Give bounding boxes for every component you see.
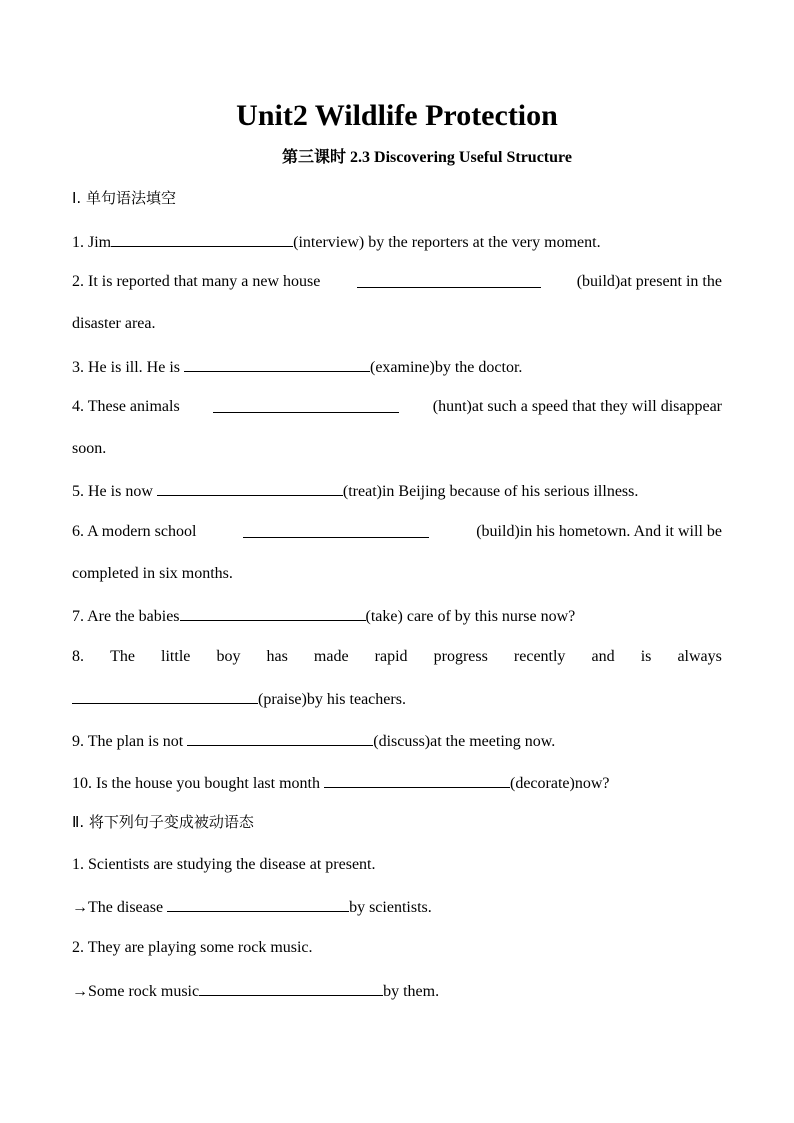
answer-blank-7[interactable] [180, 603, 366, 621]
answer-blank-10[interactable] [324, 770, 510, 788]
question-5-suffix: (treat)in Beijing because of his serious illness. [342, 483, 639, 500]
question-4-continuation: soon. [72, 440, 107, 457]
question-10-suffix: (decorate)now? [509, 775, 610, 792]
answer-blank-5[interactable] [157, 478, 343, 496]
question-8-suffix: (praise)by his teachers. [258, 691, 406, 708]
passive-blank-2[interactable] [199, 978, 383, 996]
question-1 [72, 229, 722, 255]
answer-blank-6[interactable] [243, 520, 429, 538]
question-4-suffix: (hunt)at such a speed that they will disappear [432, 398, 722, 415]
passive-answer-1 [72, 894, 722, 920]
question-3-suffix: (examine)by the doctor. [370, 359, 523, 376]
question-8-word: recently [513, 648, 566, 665]
question-6 [72, 520, 722, 544]
answer-blank-3[interactable] [184, 354, 370, 372]
question-7 [72, 603, 722, 629]
passive-question-1: 1. Scientists are studying the disease at present. [72, 856, 376, 873]
question-4 [72, 395, 722, 419]
question-2-prefix: 2. It is reported that many a new house [72, 273, 321, 290]
passive-blank-1[interactable] [167, 894, 349, 912]
answer-blank-4[interactable] [213, 395, 399, 413]
question-8-continuation [72, 686, 722, 712]
question-8-word: little [161, 648, 191, 665]
question-6-prefix: 6. A modern school [72, 523, 197, 540]
question-8-word: 8. [72, 648, 84, 665]
question-8-word: The [110, 648, 135, 665]
answer-blank-1[interactable] [111, 229, 293, 247]
question-9 [72, 728, 722, 754]
question-8-word: has [266, 648, 288, 665]
question-1-suffix: (interview) by the reporters at the very moment. [293, 234, 601, 251]
answer-blank-2[interactable] [357, 270, 541, 288]
question-5-prefix: 5. He is now [72, 483, 157, 500]
question-10 [72, 770, 722, 796]
passive-answer-2 [72, 978, 722, 1004]
question-9-prefix: 9. The plan is not [72, 733, 188, 750]
question-8-word: always [677, 648, 722, 665]
question-8-word: boy [216, 648, 241, 665]
lesson-subtitle: 第三课时 2.3 Discovering Useful Structure [282, 149, 572, 166]
passive-answer-1-suffix: by scientists. [349, 899, 432, 916]
question-6-suffix: (build)in his hometown. And it will be [476, 523, 722, 540]
question-2-continuation: disaster area. [72, 315, 156, 332]
question-4-prefix: 4. These animals [72, 398, 180, 415]
question-7-prefix: 7. Are the babies [72, 608, 180, 625]
question-8-word: rapid [374, 648, 408, 665]
question-8-word: and [591, 648, 615, 665]
question-8-word: progress [433, 648, 488, 665]
question-10-prefix: 10. Is the house you bought last month [72, 775, 324, 792]
passive-question-2: 2. They are playing some rock music. [72, 939, 313, 956]
answer-blank-8[interactable] [72, 686, 258, 704]
section-heading-grammar-fill: Ⅰ. 单句语法填空 [72, 189, 176, 207]
question-6-continuation: completed in six months. [72, 565, 233, 582]
question-5 [72, 478, 722, 504]
question-3 [72, 354, 722, 380]
passive-answer-2-prefix: →Some rock music [72, 983, 200, 1000]
question-7-suffix: (take) care of by this nurse now? [365, 608, 576, 625]
answer-blank-9[interactable] [187, 728, 373, 746]
section-heading-passive-voice: Ⅱ. 将下列句子变成被动语态 [72, 813, 254, 831]
question-8-word: is [640, 648, 652, 665]
question-8-word: made [313, 648, 349, 665]
question-2 [72, 270, 722, 294]
question-3-prefix: 3. He is ill. He is [72, 359, 184, 376]
question-2-suffix: (build)at present in the [576, 273, 722, 290]
passive-answer-2-suffix: by them. [383, 983, 440, 1000]
question-1-prefix: 1. Jim [72, 234, 112, 251]
page-title: Unit2 Wildlife Protection [236, 99, 558, 132]
question-9-suffix: (discuss)at the meeting now. [373, 733, 556, 750]
passive-answer-1-prefix: →The disease [72, 899, 168, 916]
question-8 [72, 645, 722, 669]
